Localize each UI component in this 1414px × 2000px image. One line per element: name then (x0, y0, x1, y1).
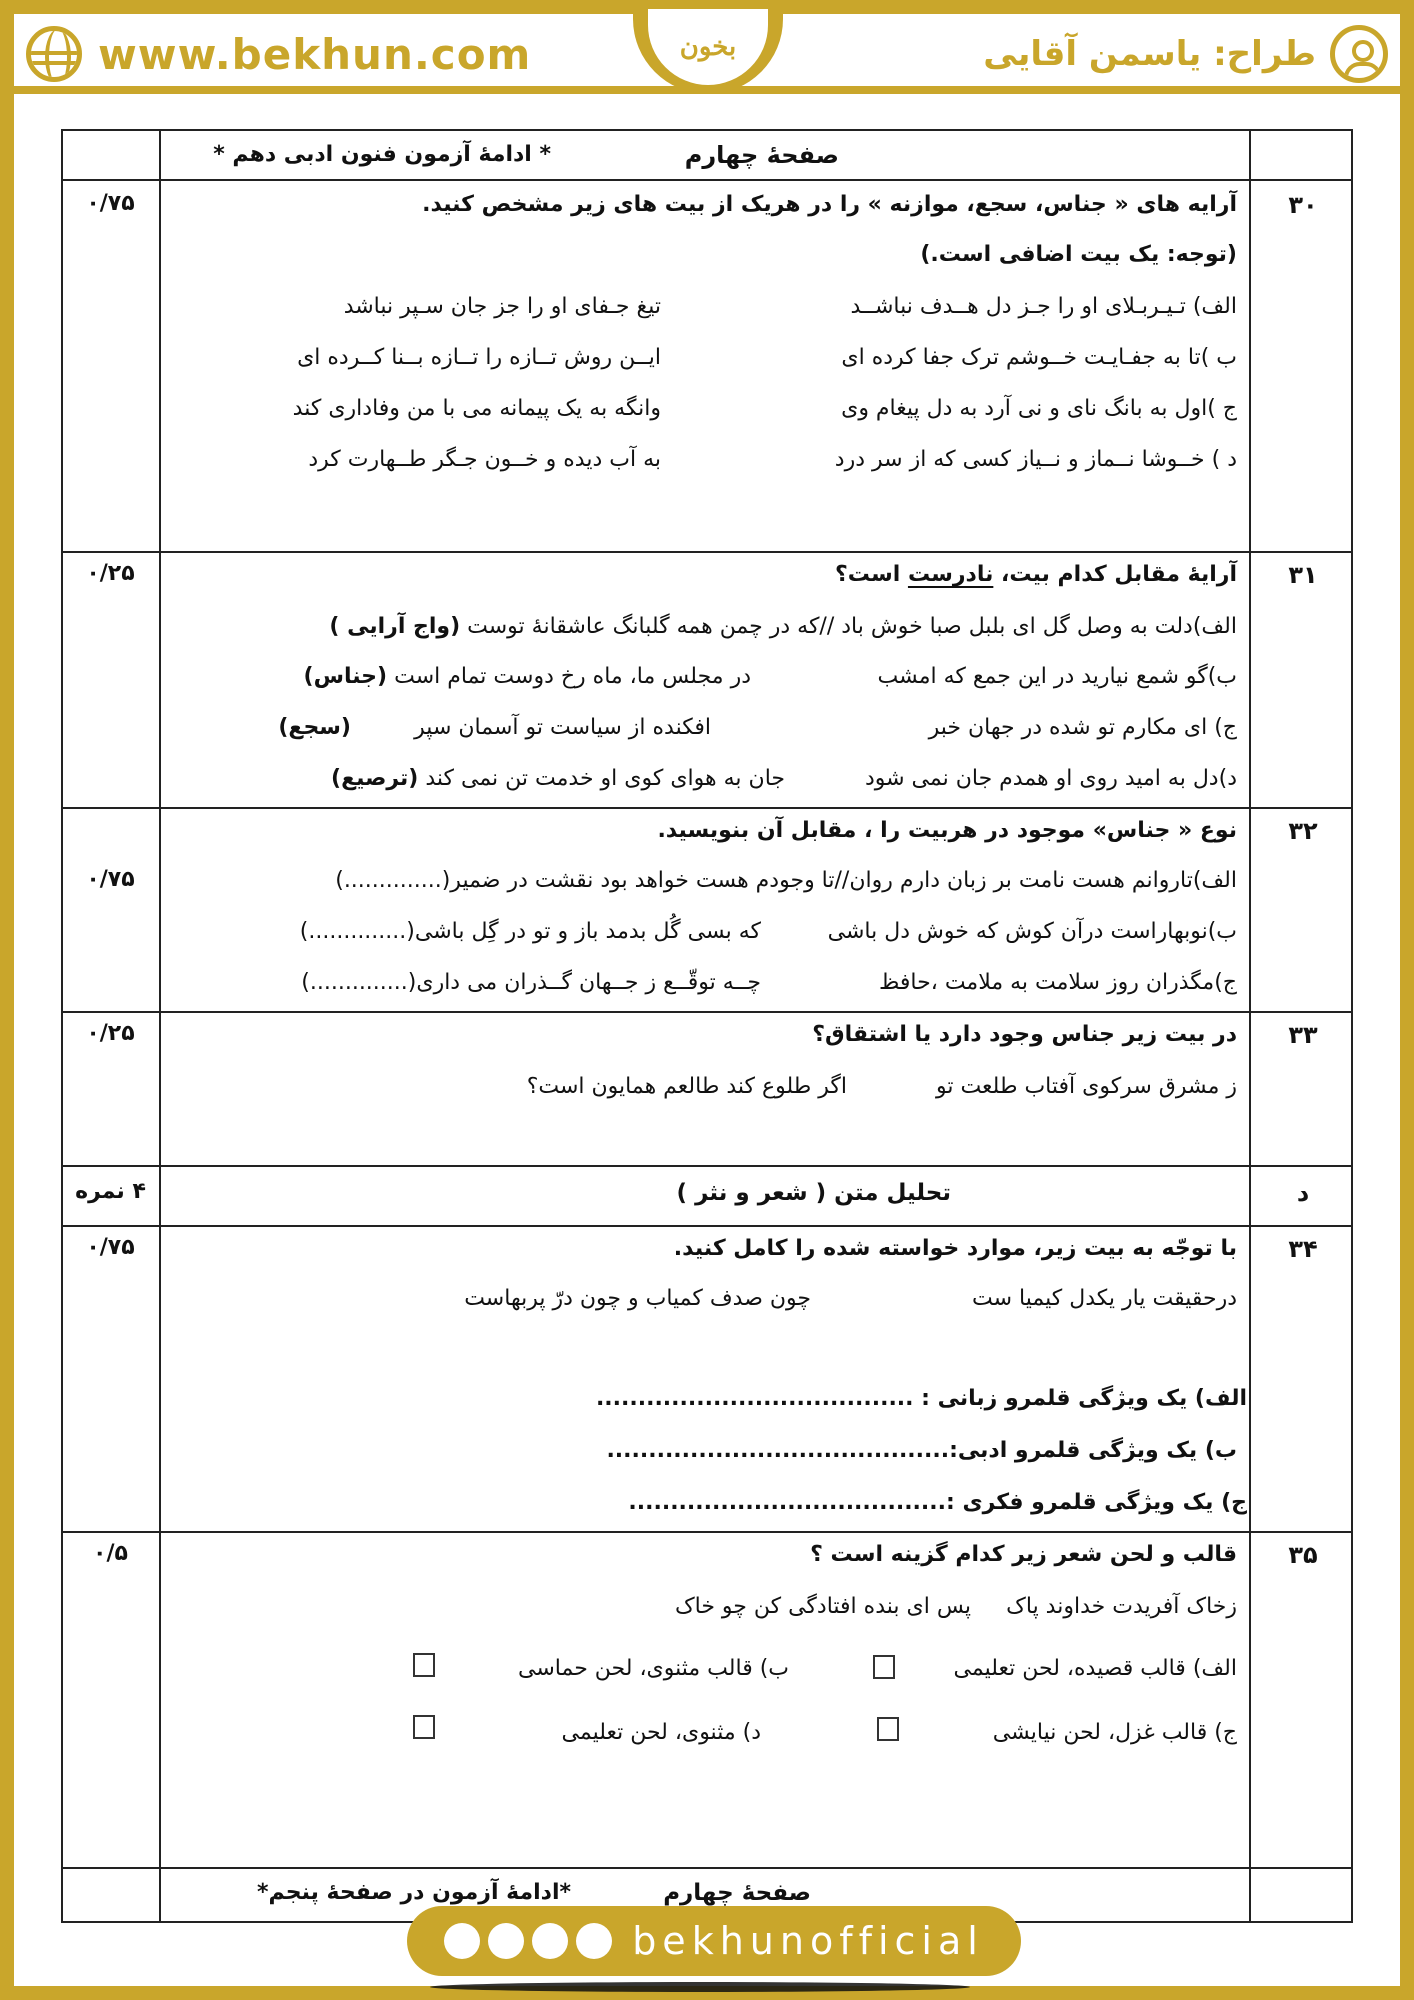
option-b-checkbox[interactable] (413, 1653, 435, 1677)
verse-left: چون صدف کمیاب و چون درّ پربهاست (464, 1286, 811, 1311)
verse-right: الف) تـیـربـلای او را جـز دل هــدف نباشــد (850, 294, 1237, 319)
question-note: (توجه: یک بیت اضافی است.) (920, 242, 1237, 267)
user-icon (1330, 25, 1388, 83)
question-score: ۰/۷۵ (86, 1235, 135, 1260)
designer (983, 24, 1388, 84)
option-b-left: در مجلس ما، ماه رخ دوست تمام است (جناس) (303, 664, 751, 689)
film-icon[interactable] (444, 1923, 480, 1959)
verse-left: چــه توقّــع ز جــهان گــذران می داری(..............) (301, 970, 761, 995)
option-c-checkbox[interactable] (877, 1717, 899, 1741)
option-a: الف)دلت به وصل گل ای بلبل صبا خوش باد //که در چمن همه گلبانگ عاشقانهٔ توست (واج آرایی ) (329, 614, 1237, 639)
question-score: ۰/۲۵ (86, 1021, 135, 1046)
bottom-page-label: صفحهٔ چهارم (663, 1880, 811, 1906)
page-label: صفحهٔ چهارم (684, 141, 839, 169)
section-letter: د (1296, 1179, 1310, 1207)
verse-left: وانگه به یک پیمانه می با من وفاداری کند (292, 396, 661, 421)
option-d-right: د)دل به امید روی او همدم جان نمی شود (864, 766, 1237, 791)
option-c-label: ج) قالب غزل، لحن نیایشی (992, 1720, 1237, 1745)
option-b-right: ب)گو شمع نیارید در این جمع که امشب (877, 664, 1237, 689)
section-title: تحلیل متن ( شعر و نثر ) (676, 1180, 951, 1206)
verse-left: به آب دیده و خــون جـگر طــهارت کرد (308, 447, 661, 472)
question-prompt: آرایه های « جناس، سجع، موازنه » را در هریک از بیت های زیر مشخص کنید. (422, 192, 1237, 217)
question-prompt: با توجّه به بیت زیر، موارد خواسته شده را کامل کنید. (673, 1236, 1237, 1261)
question-score: ۰/۷۵ (86, 191, 135, 216)
verse-right: ب)نوبهاراست درآن کوش که خوش دل باشی (827, 919, 1237, 944)
verse-right: درحقیقت یار یکدل کیمیا ست (972, 1286, 1237, 1311)
answer-line-b[interactable]: ب) یک ویژگی قلمرو ادبی:......................................... (606, 1438, 1237, 1463)
answer-line-a[interactable]: الف) یک ویژگی قلمرو زبانی : ...................................... (595, 1386, 1247, 1411)
website-link[interactable] (26, 24, 531, 84)
verse-left: که بسی گُل بدمد باز و تو در گِل باشی(..............) (299, 919, 761, 944)
logo (633, 0, 783, 94)
header-bar (14, 14, 1400, 94)
instagram-icon[interactable] (576, 1923, 612, 1959)
designer-name: طراح: یاسمن آقایی (983, 34, 1316, 74)
question-score: ۰/۷۵ (86, 867, 135, 892)
question-number: ۳۵ (1288, 1541, 1318, 1569)
verse-line: الف)تاروانم هست نامت بر زبان دارم روان//تا وجودم هست خواهد بود نقشت در ضمیر(..............) (335, 868, 1237, 893)
verse-right: ج )اول به بانگ نای و نی آرد به دل پیغام وی (841, 396, 1237, 421)
question-number: ۳۳ (1288, 1021, 1318, 1049)
verse-left: ایــن روش تــازه را تــازه بــنا کــرده ای (297, 345, 661, 370)
verse-right: ج)مگذران روز سلامت به ملامت ،حافظ (879, 970, 1237, 995)
question-number: ۳۰ (1288, 191, 1318, 219)
footer-shadow (430, 1982, 970, 1992)
question-prompt: نوع « جناس» موجود در هربیت را ، مقابل آن بنویسید. (657, 818, 1237, 843)
question-score: ۰/۵ (93, 1541, 128, 1566)
verse-right: ز مشرق سرکوی آفتاب طلعت تو (935, 1074, 1237, 1099)
youtube-icon[interactable] (488, 1923, 524, 1959)
option-c-right: ج) ای مکارم تو شده در جهان خبر (928, 715, 1237, 740)
option-b-label: ب) قالب مثنوی، لحن حماسی (518, 1656, 789, 1681)
question-score: ۰/۲۵ (86, 561, 135, 586)
answer-line-c[interactable]: ج) یک ویژگی قلمرو فکری :...................................... (628, 1490, 1247, 1515)
option-c-left: افکنده از سیاست تو آسمان سپر (414, 715, 711, 740)
question-number: ۳۴ (1288, 1235, 1318, 1263)
question-number: ۳۱ (1288, 561, 1318, 589)
verse-left: اگر طلوع کند طالعم همایون است؟ (526, 1074, 847, 1099)
verse-right: د ) خــوشا نــماز و نــیاز کسی که از سر درد (834, 447, 1237, 472)
option-d-label: د) مثنوی، لحن تعلیمی (561, 1720, 761, 1745)
social-handle[interactable]: bekhunofficial (632, 1919, 984, 1963)
verse-left: پس ای بنده افتادگی کن چو خاک (674, 1594, 971, 1619)
option-a-checkbox[interactable] (873, 1655, 895, 1679)
section-score: ۴ نمره (75, 1179, 146, 1204)
social-footer (407, 1906, 1021, 1976)
question-number: ۳۲ (1288, 817, 1318, 845)
question-prompt: در بیت زیر جناس وجود دارد یا اشتقاق؟ (812, 1022, 1237, 1047)
exam-table (61, 129, 1353, 1923)
question-prompt: آرایهٔ مقابل کدام بیت، نادرست است؟ (835, 562, 1237, 587)
verse-right: ب )تا به جفـایـت خــوشم ترک جفا کرده ای (841, 345, 1237, 370)
verse-right: زخاک آفریدت خداوند پاک (1006, 1594, 1237, 1619)
bottom-next-label: *ادامهٔ آزمون در صفحهٔ پنجم* (257, 1880, 571, 1905)
page (14, 14, 1400, 1986)
verse-left: تیغ جـفای او را جز جان سـپر نباشد (343, 294, 661, 319)
telegram-icon[interactable] (532, 1923, 568, 1959)
option-c-label: (سجع) (278, 715, 351, 740)
website-text[interactable]: www.bekhun.com (98, 29, 532, 79)
logo-text: بخون (679, 32, 737, 62)
option-d-left: جان به هوای کوی او خدمت تن نمی کند (ترصیع) (331, 766, 785, 791)
continuation-label: * ادامهٔ آزمون فنون ادبی دهم * (213, 142, 551, 167)
globe-icon (26, 26, 82, 82)
option-a-label: الف) قالب قصیده، لحن تعلیمی (953, 1656, 1237, 1681)
question-prompt: قالب و لحن شعر زیر کدام گزینه است ؟ (810, 1542, 1237, 1567)
option-d-checkbox[interactable] (413, 1715, 435, 1739)
